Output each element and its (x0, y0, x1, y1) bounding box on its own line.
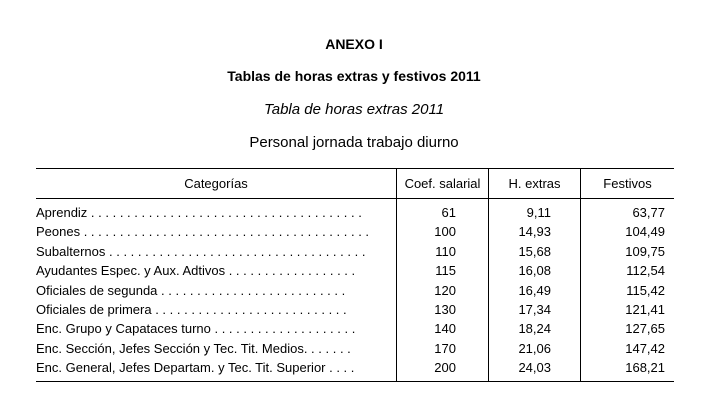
document-title: Tablas de horas extras y festivos 2011 (227, 68, 481, 84)
holidays-cell: 112,54 (626, 263, 665, 279)
coef-cell: 61 (441, 205, 456, 220)
header-coef-salarial: Coef. salarial (404, 176, 481, 191)
holidays-cell: 63,77 (632, 205, 665, 220)
header-categories: Categorías (184, 176, 248, 191)
holidays-cell: 147,42 (625, 340, 665, 356)
coef-cell: 100 (434, 224, 456, 240)
category-cell: Enc. Grupo y Capataces turno . . . . . . . . . . . . . . . . . . . . (36, 321, 356, 337)
extra-hours-cell: 16,08 (518, 263, 551, 279)
table-row (0, 281, 708, 300)
extra-hours-cell: 24,03 (518, 360, 551, 376)
extra-hours-cell: 9,11 (526, 205, 551, 220)
holidays-cell: 104,49 (625, 224, 665, 240)
holidays-cell: 121,41 (625, 301, 665, 317)
holidays-cell: 115,42 (626, 282, 665, 298)
holidays-cell: 168,21 (625, 360, 665, 376)
header-holidays: Festivos (603, 176, 652, 191)
table-header-rule (36, 198, 674, 199)
table-row (0, 242, 708, 261)
section-heading: Personal jornada trabajo diurno (249, 134, 459, 151)
table-row (0, 261, 708, 280)
extra-hours-cell: 14,93 (518, 224, 551, 240)
category-cell: Peones . . . . . . . . . . . . . . . . . . . . . . . . . . . . . . . . . . . . . . . . (36, 224, 370, 240)
table-subtitle: Tabla de horas extras 2011 (263, 101, 445, 118)
holidays-cell: 109,75 (625, 243, 665, 259)
extra-hours-cell: 17,34 (518, 301, 551, 317)
table-row (0, 339, 708, 358)
category-cell: Enc. General, Jefes Departam. y Tec. Tit. Superior . . . . (36, 360, 355, 376)
extra-hours-cell: 15,68 (518, 243, 551, 259)
table-top-rule (36, 168, 674, 169)
table-row (0, 300, 708, 319)
extra-hours-cell: 18,24 (518, 321, 551, 337)
category-cell: Subalternos . . . . . . . . . . . . . . . . . . . . . . . . . . . . . . . . . . . . (36, 243, 366, 259)
annex-heading: ANEXO I (325, 36, 383, 52)
coef-cell: 170 (434, 340, 456, 356)
coef-cell: 120 (434, 282, 456, 298)
category-cell: Oficiales de segunda . . . . . . . . . . . . . . . . . . . . . . . . . . (36, 282, 346, 298)
holidays-cell: 127,65 (625, 321, 665, 337)
table-row (0, 319, 708, 338)
coef-cell: 200 (434, 360, 456, 376)
category-cell: Enc. Sección, Jefes Sección y Tec. Tit. Medios. . . . . . . (36, 340, 351, 356)
table-row (0, 222, 708, 241)
category-cell: Ayudantes Espec. y Aux. Adtivos . . . . . . . . . . . . . . . . . . (36, 263, 356, 279)
extra-hours-cell: 21,06 (518, 340, 551, 356)
category-cell: Oficiales de primera . . . . . . . . . . . . . . . . . . . . . . . . . . . (36, 301, 347, 317)
category-cell: Aprendiz . . . . . . . . . . . . . . . . . . . . . . . . . . . . . . . . . . . . . . (36, 205, 362, 220)
table-row (0, 358, 708, 377)
table-row (0, 203, 708, 222)
header-extra-hours: H. extras (508, 176, 561, 191)
table-body (0, 203, 708, 378)
coef-cell: 130 (434, 301, 456, 317)
coef-cell: 115 (435, 263, 456, 279)
coef-cell: 110 (435, 243, 456, 259)
coef-cell: 140 (434, 321, 456, 337)
extra-hours-cell: 16,49 (518, 282, 551, 298)
table-bottom-rule (36, 381, 674, 382)
